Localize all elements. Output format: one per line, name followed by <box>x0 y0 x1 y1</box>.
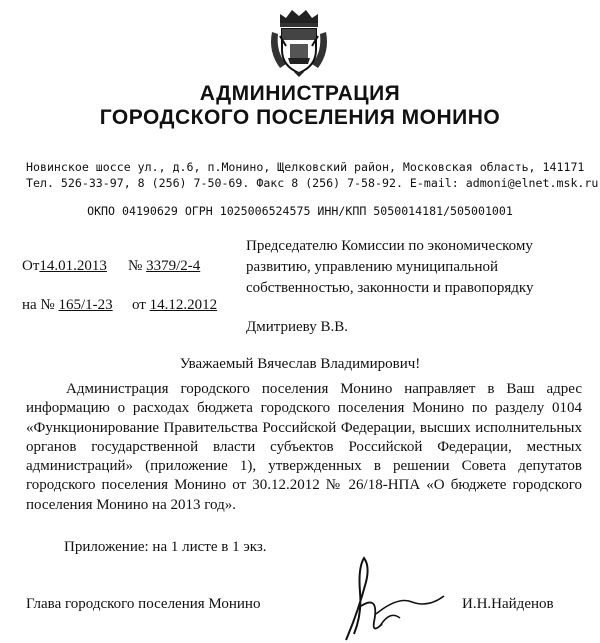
signer-position: Глава городского поселения Монино <box>26 596 261 612</box>
ref-label: на № <box>22 297 55 313</box>
outgoing-number <box>128 258 200 275</box>
handwritten-signature-icon <box>328 552 448 643</box>
coat-of-arms-icon <box>266 6 332 78</box>
addressee-line: развитию, управлению муниципальной <box>246 259 499 275</box>
outgoing-number-value: 3379/2-4 <box>146 258 201 274</box>
addressee-line: Председателю Комиссии по экономическому <box>246 238 533 254</box>
ref-date-label: от <box>132 297 146 313</box>
addressee-block <box>246 236 533 338</box>
organization-title: АДМИНИСТРАЦИЯ <box>199 82 401 105</box>
reference-number <box>22 297 113 314</box>
reference-date-value: 14.12.2012 <box>149 297 218 313</box>
outgoing-date: 14.01.2013 <box>39 258 107 274</box>
addressee-name: Дмитриеву В.В. <box>246 319 349 335</box>
addressee-line: собственностью, законности и правопорядку <box>246 280 534 296</box>
reference-number-value: 165/1-23 <box>58 297 113 313</box>
letter-body <box>26 380 582 515</box>
phone-fax-email: Тел. 526-33-97, 8 (256) 7-50-69. Факс 8 (256) 7-58-92. E-mail: admoni@elnet.msk.ru <box>26 176 599 190</box>
from-label: От <box>22 258 40 274</box>
greeting: Уважаемый Вячеслав Владимирович! <box>179 356 421 372</box>
number-label: № <box>128 258 143 274</box>
postal-address: Новинское шоссе ул., д.6, п.Монино, Щелковский район, Московская область, 141171 <box>26 160 585 174</box>
attachment-note: Приложение: на 1 листе в 1 экз. <box>64 539 267 555</box>
letter-paragraph: Администрация городского поселения Монино направляет в Ваш адрес информацию о расходах бюджета городского поселения Монино по разделу 0104 «Функционирование Правительства Российской Федерации, высших исполнительных органов государственной власти субъектов Российской Федерации, местных администраций» (приложение 1), утвержденных в решении Совета депутатов городского поселения Монино от 30.12.2012 № 26/18-НПА «О бюджете городского поселения Монино на 2013 год». <box>26 381 582 513</box>
organization-subtitle: ГОРОДСКОГО ПОСЕЛЕНИЯ МОНИНО <box>99 106 501 129</box>
signer-name: И.Н.Найденов <box>462 596 554 612</box>
registration-codes: ОКПО 04190629 ОГРН 1025006524575 ИНН/КПП 5050014181/505001001 <box>87 204 513 218</box>
outgoing-registration <box>22 258 107 275</box>
reference-date <box>132 297 217 314</box>
